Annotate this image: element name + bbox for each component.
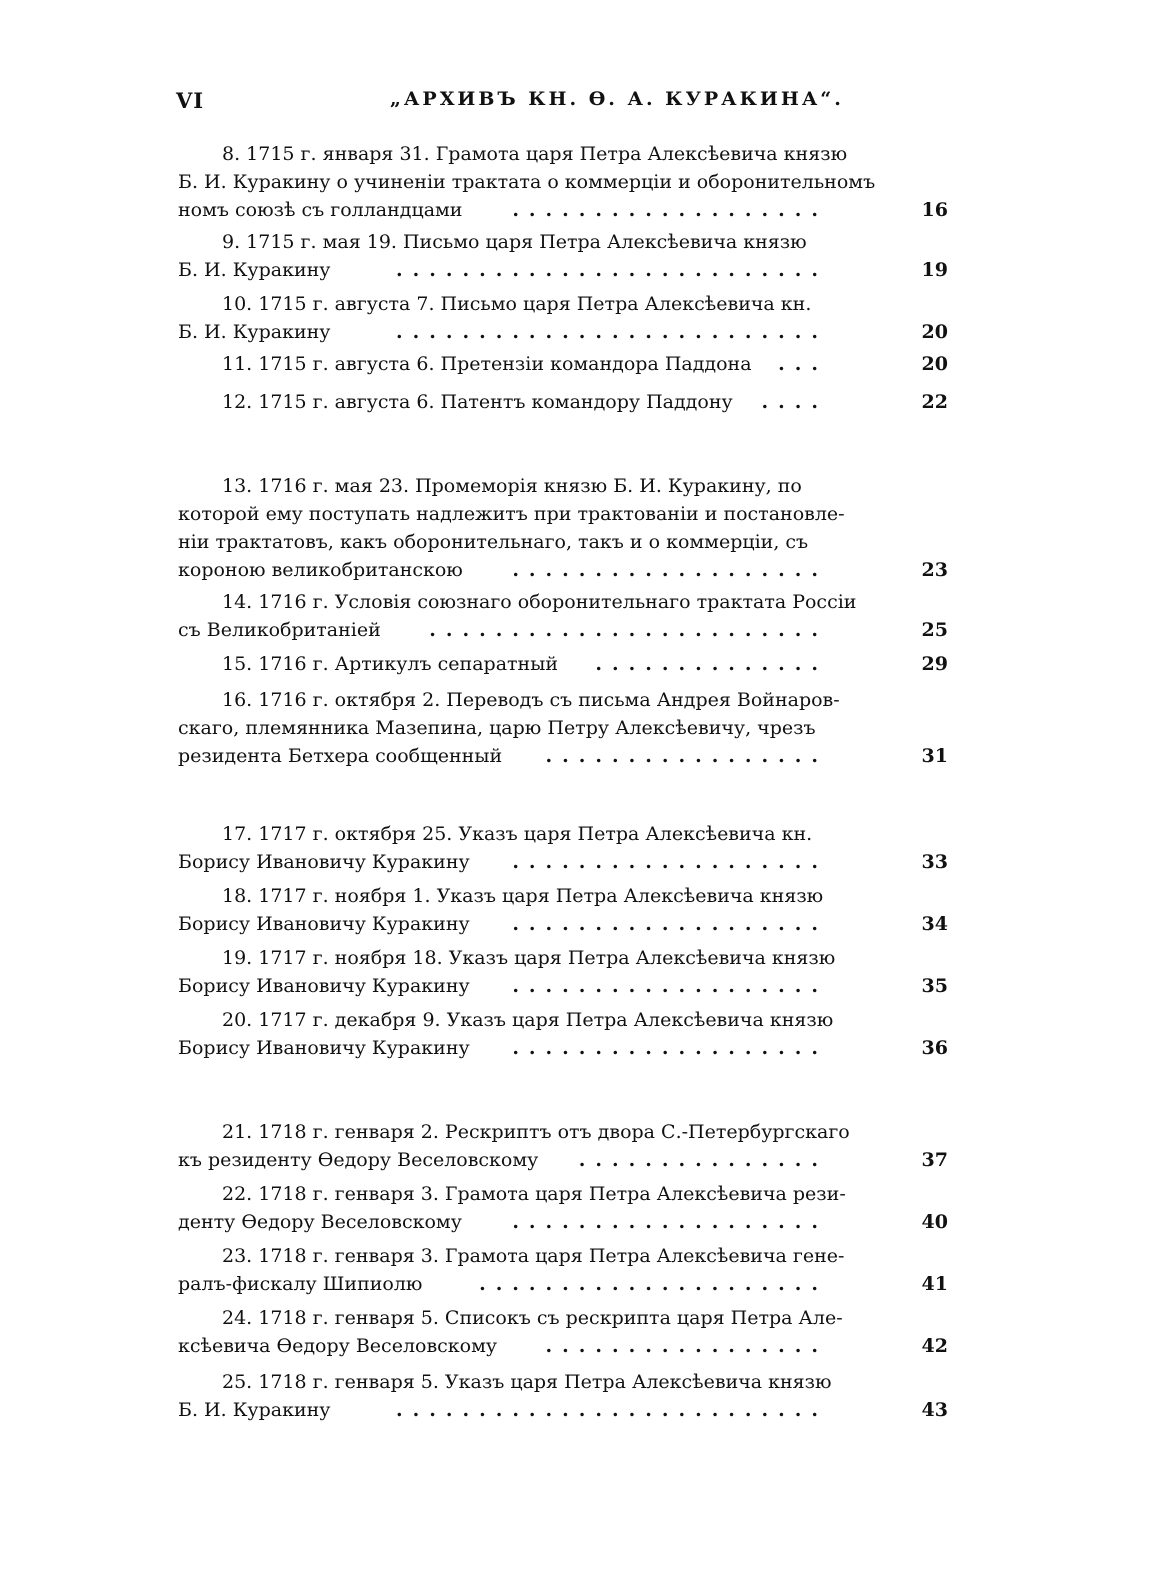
toc-entry-line (178, 256, 948, 284)
toc-entry-line (178, 910, 948, 938)
dot-leader: ..................... (479, 1273, 828, 1295)
toc-entry-line (178, 196, 948, 224)
toc-entry-text: номъ союзѣ съ голландцами (178, 199, 463, 221)
toc-entry-line (178, 1180, 948, 1208)
toc-entry-line (178, 168, 948, 196)
toc-entry-line (178, 1368, 948, 1396)
toc-entry (178, 944, 948, 1000)
toc-entry (178, 350, 948, 378)
toc-page-number: 22 (921, 391, 948, 413)
toc-entry (178, 882, 948, 938)
toc-entry-text: 13. 1716 г. мая 23. Промеморiя князю Б. И. Куракину, по (222, 475, 802, 497)
toc-entry-text: короною великобританскою (178, 559, 463, 581)
toc-entry-line (178, 228, 948, 256)
toc-entry-line (178, 1242, 948, 1270)
toc-page-number: 20 (921, 353, 948, 375)
dot-leader: ................... (512, 975, 828, 997)
toc-page-number: 41 (921, 1273, 948, 1295)
toc-entry-line (178, 882, 948, 910)
toc-entry-line (178, 1146, 948, 1174)
dot-leader: ........................ (429, 619, 828, 641)
toc-entry-line (178, 848, 948, 876)
toc-entry (178, 588, 948, 644)
toc-entry-line (178, 556, 948, 584)
toc-entry-line (178, 820, 948, 848)
toc-entry-line (178, 1304, 948, 1332)
toc-entry-text: 17. 1717 г. октября 25. Указъ царя Петра Алексѣевича кн. (222, 823, 813, 845)
toc-page-number: 23 (921, 559, 948, 581)
toc-entry-line (178, 650, 948, 678)
toc-entry-text: 11. 1715 г. августа 6. Претензiи командора Паддона (222, 353, 752, 375)
toc-entry-text: 25. 1718 г. генваря 5. Указъ царя Петра Алексѣевича князю (222, 1371, 832, 1393)
dot-leader: ................. (545, 1335, 828, 1357)
toc-entry-text: Борису Ивановичу Куракину (178, 913, 470, 935)
dot-leader: ................... (512, 1211, 828, 1233)
toc-entry-text: Борису Ивановичу Куракину (178, 1037, 470, 1059)
toc-entry-line (178, 742, 948, 770)
dot-leader: ................... (512, 913, 828, 935)
toc-entry-text: нiи трактатовъ, какъ оборонительнаго, такъ и о коммерцiи, съ (178, 531, 809, 553)
toc-entry-text: ралъ-фискалу Шипиолю (178, 1273, 423, 1295)
toc-entry-text: 18. 1717 г. ноября 1. Указъ царя Петра Алексѣевича князю (222, 885, 824, 907)
toc-entry (178, 1006, 948, 1062)
toc-entry-text: 15. 1716 г. Артикулъ сепаратный (222, 653, 558, 675)
toc-entry-text: денту Ѳедору Веселовскому (178, 1211, 462, 1233)
toc-entry-text: 10. 1715 г. августа 7. Письмо царя Петра Алексѣевича кн. (222, 293, 812, 315)
toc-page-number: 33 (921, 851, 948, 873)
toc-entry (178, 650, 948, 678)
toc-entry (178, 1118, 948, 1174)
dot-leader: ... (778, 353, 828, 375)
toc-entry-line (178, 290, 948, 318)
toc-entry-text: 14. 1716 г. Условiя союзнаго оборонительнаго трактата Россiи (222, 591, 857, 613)
toc-entry-text: 16. 1716 г. октября 2. Переводъ съ письма Андрея Войнаров- (222, 689, 840, 711)
toc-entry-line (178, 1034, 948, 1062)
toc-entry (178, 290, 948, 346)
toc-entry-line (178, 1270, 948, 1298)
toc-page-number: 37 (921, 1149, 948, 1171)
toc-entry-text: Б. И. Куракину (178, 1399, 331, 1421)
toc-entry-line (178, 140, 948, 168)
dot-leader: .......................... (396, 1399, 828, 1421)
toc-entry-text: Б. И. Куракину о учиненiи трактата о коммерцiи и оборонительномъ (178, 171, 876, 193)
dot-leader: ................... (512, 199, 828, 221)
toc-page-number: 31 (921, 745, 948, 767)
dot-leader: .............. (595, 653, 828, 675)
toc-entry-text: 8. 1715 г. января 31. Грамота царя Петра Алексѣевича князю (222, 143, 848, 165)
toc-entry-text: Борису Ивановичу Куракину (178, 975, 470, 997)
toc-entry-text: Борису Ивановичу Куракину (178, 851, 470, 873)
dot-leader: ................... (512, 559, 828, 581)
toc-entry-text: 21. 1718 г. генваря 2. Рескриптъ отъ двора С.-Петербургскаго (222, 1121, 850, 1143)
toc-page-number: 25 (921, 619, 948, 641)
toc-entry-text: ксѣевича Ѳедору Веселовскому (178, 1335, 498, 1357)
toc-entry-text: 22. 1718 г. генваря 3. Грамота царя Петра Алексѣевича рези- (222, 1183, 846, 1205)
toc-entry (178, 388, 948, 416)
toc-page-number: 42 (921, 1335, 948, 1357)
toc-page-number: 34 (921, 913, 948, 935)
toc-entry-line (178, 1118, 948, 1146)
toc-entry-text: 20. 1717 г. декабря 9. Указъ царя Петра Алексѣевича князю (222, 1009, 834, 1031)
toc-entry-text: 19. 1717 г. ноября 18. Указъ царя Петра Алексѣевича князю (222, 947, 836, 969)
toc-entry-text: съ Великобританiей (178, 619, 381, 641)
toc-entry-line (178, 388, 948, 416)
toc-entry-line (178, 714, 948, 742)
toc-entry (178, 1180, 948, 1236)
toc-entry (178, 1242, 948, 1298)
toc-entry (178, 686, 948, 770)
dot-leader: .......................... (396, 259, 828, 281)
toc-entry-text: 9. 1715 г. мая 19. Письмо царя Петра Алексѣевича князю (222, 231, 807, 253)
toc-entry-text: 24. 1718 г. генваря 5. Списокъ съ рескрипта царя Петра Але- (222, 1307, 843, 1329)
running-title: „АРХИВЪ КН. Ѳ. А. КУРАКИНА“. (390, 88, 844, 110)
dot-leader: ............... (578, 1149, 828, 1171)
toc-page-number: 16 (921, 199, 948, 221)
toc-entry-line (178, 472, 948, 500)
dot-leader: ................... (512, 1037, 828, 1059)
toc-entry-line (178, 1332, 948, 1360)
dot-leader: ................... (512, 851, 828, 873)
toc-page-number: 29 (921, 653, 948, 675)
toc-entry (178, 228, 948, 284)
toc-entry (178, 1368, 948, 1424)
toc-entry-line (178, 1396, 948, 1424)
toc-page-number: 40 (921, 1211, 948, 1233)
toc-entry-text: къ резиденту Ѳедору Веселовскому (178, 1149, 539, 1171)
toc-entry-text: 12. 1715 г. августа 6. Патентъ командору Паддону (222, 391, 733, 413)
toc-entry-text: 23. 1718 г. генваря 3. Грамота царя Петра Алексѣевича гене- (222, 1245, 845, 1267)
toc-entry (178, 140, 948, 224)
toc-entry (178, 820, 948, 876)
toc-entry (178, 472, 948, 584)
toc-entry-text: которой ему поступать надлежитъ при трактованiи и постановле- (178, 503, 845, 525)
toc-entry-text: резидента Бетхера сообщенный (178, 745, 503, 767)
toc-entry-line (178, 944, 948, 972)
toc-entry-line (178, 500, 948, 528)
toc-entry-line (178, 616, 948, 644)
toc-entry-line (178, 1006, 948, 1034)
toc-entry-text: Б. И. Куракину (178, 259, 331, 281)
toc-page-number: 35 (921, 975, 948, 997)
dot-leader: .... (761, 391, 828, 413)
toc-page-number: 19 (921, 259, 948, 281)
toc-entry-line (178, 318, 948, 346)
toc-entry-text: скаго, племянника Мазепина, царю Петру Алексѣевичу, чрезъ (178, 717, 816, 739)
toc-entry-line (178, 350, 948, 378)
toc-page-number: 20 (921, 321, 948, 343)
toc-entry-line (178, 528, 948, 556)
toc-entry-line (178, 1208, 948, 1236)
toc-entry-line (178, 972, 948, 1000)
toc-page-number: 43 (921, 1399, 948, 1421)
dot-leader: ................. (545, 745, 828, 767)
toc-entry-line (178, 588, 948, 616)
toc-entry-line (178, 686, 948, 714)
toc-entry-text: Б. И. Куракину (178, 321, 331, 343)
dot-leader: .......................... (396, 321, 828, 343)
toc-entry (178, 1304, 948, 1360)
page-roman-numeral: VI (176, 88, 205, 113)
toc-page-number: 36 (921, 1037, 948, 1059)
